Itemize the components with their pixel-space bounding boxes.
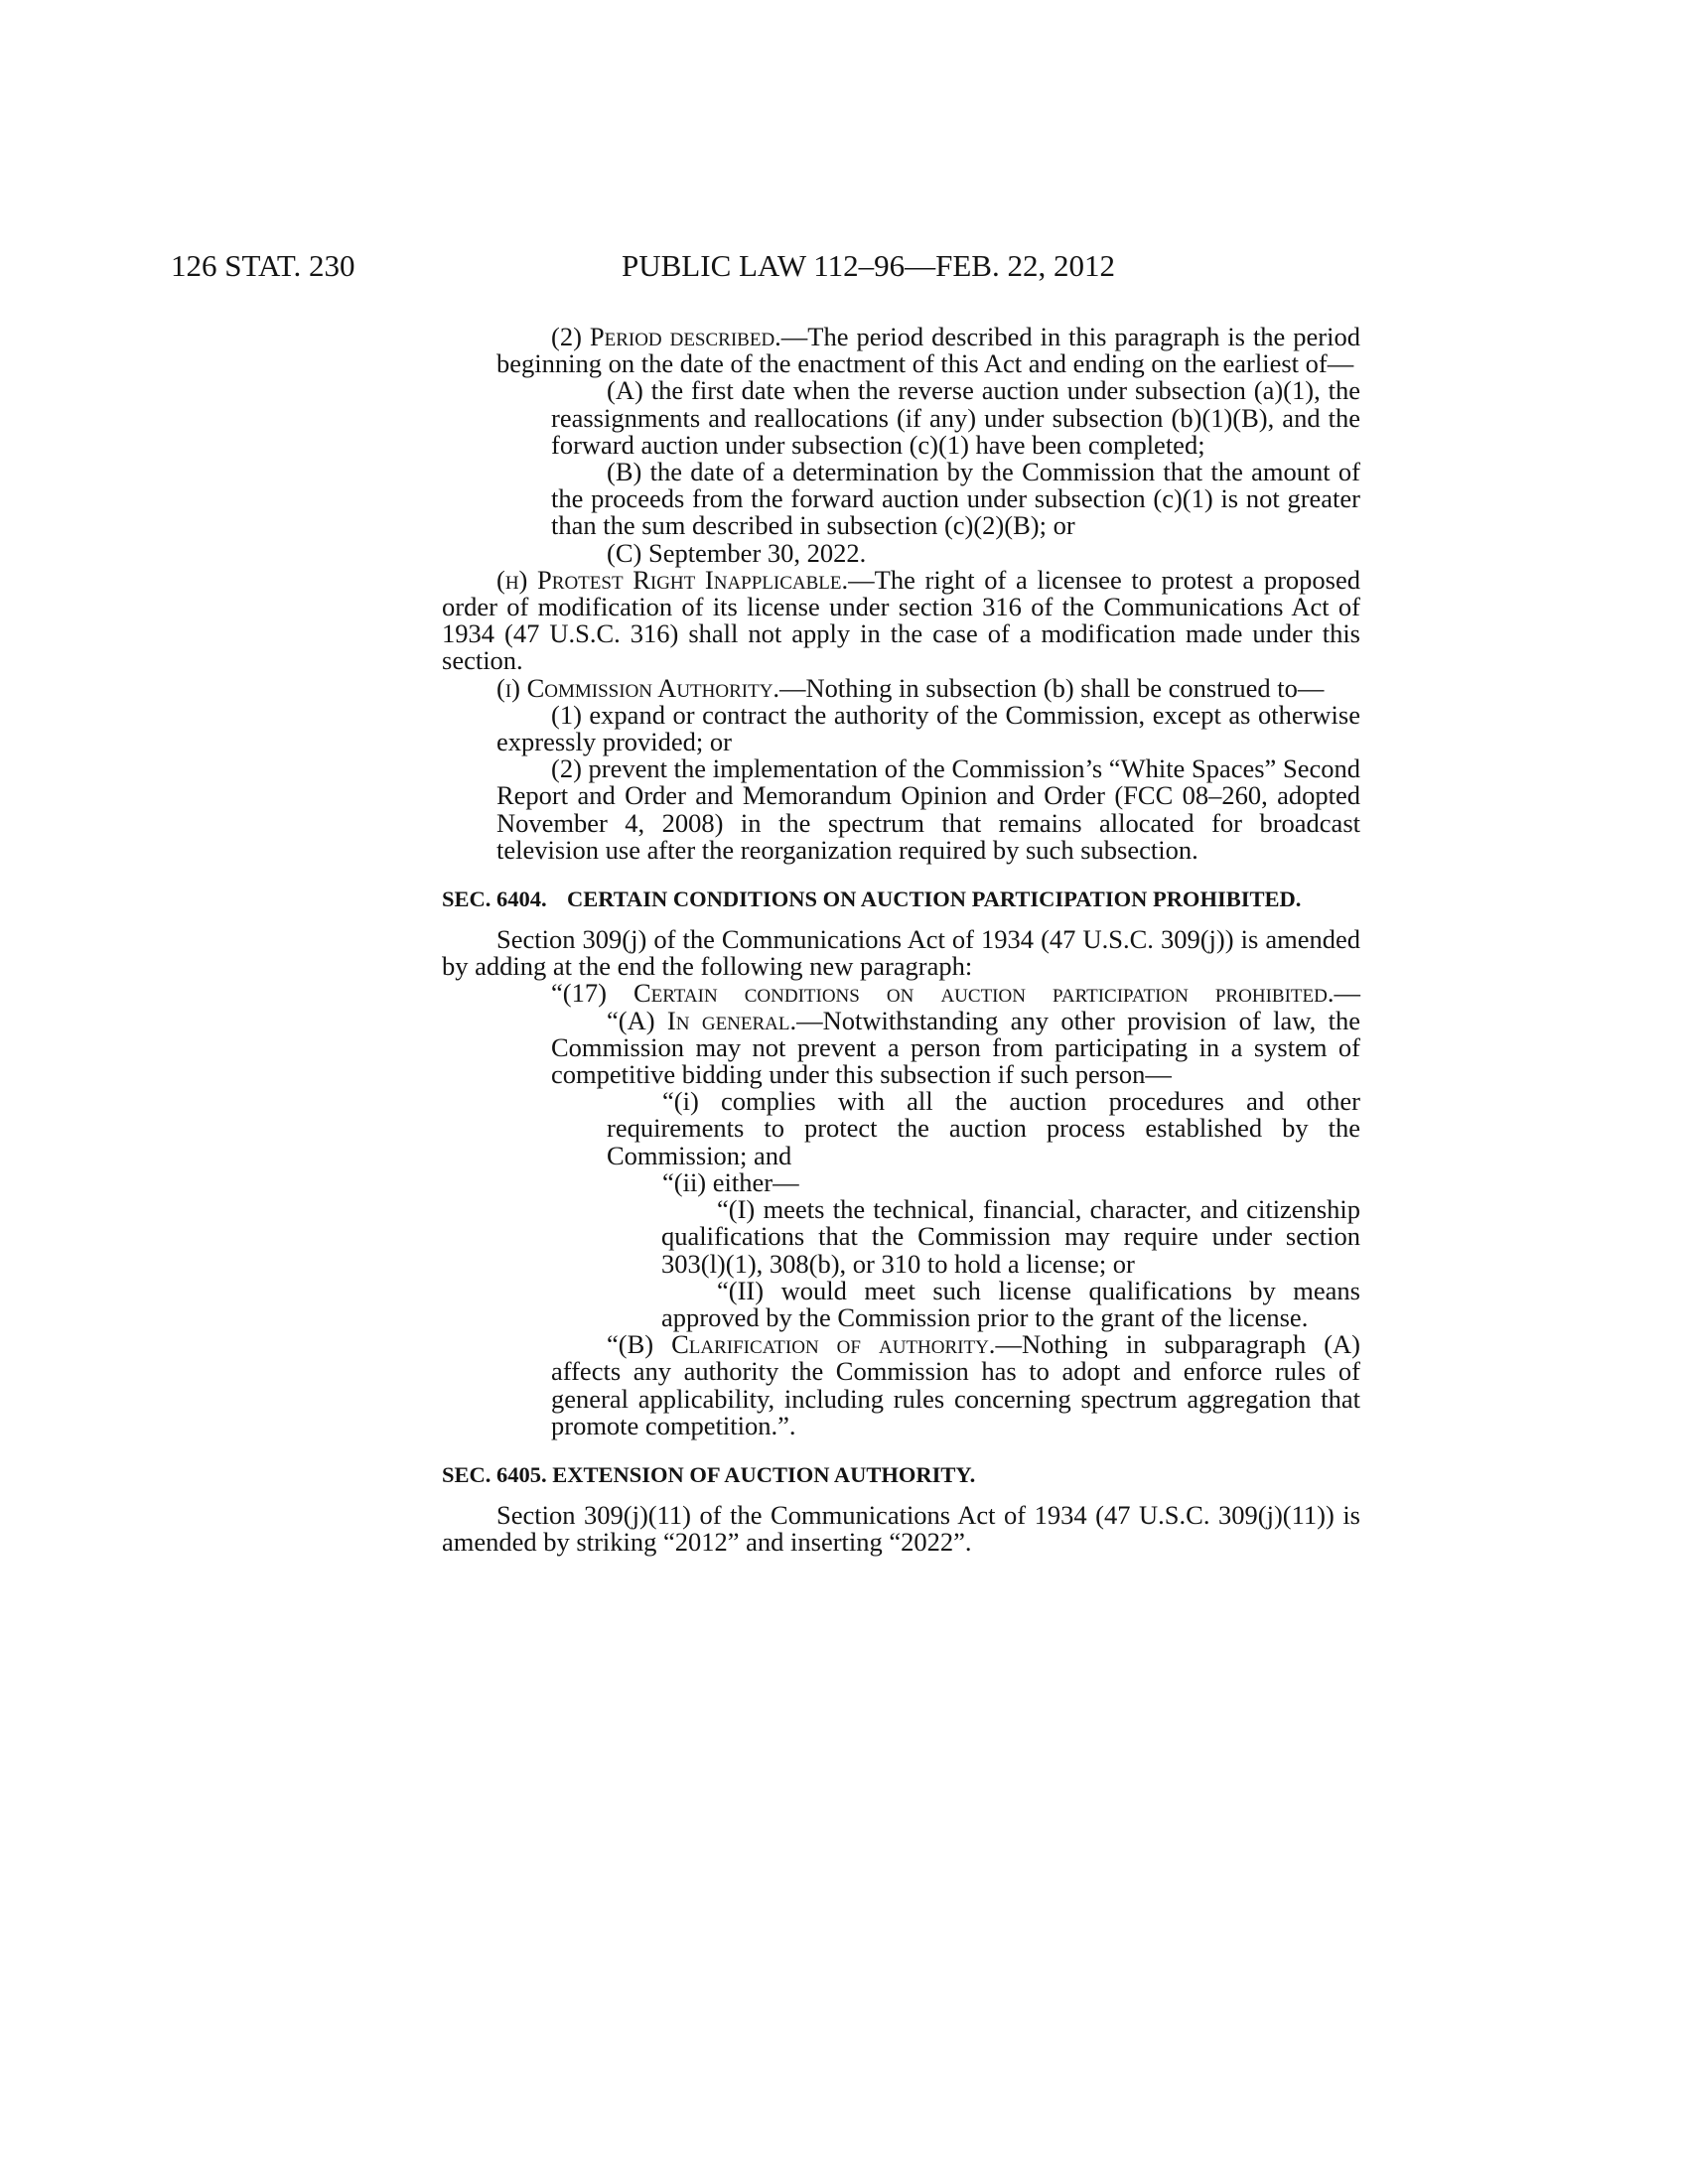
subparagraph-heading: “(A) In general.: [607, 1005, 797, 1035]
paragraph-text: —The period described in this paragraph is the period beginning on the date of the enactment of this Act and ending on the earliest of—: [496, 322, 1360, 379]
document-body: [442, 322, 1361, 1558]
subsection-heading: (h) Protest Right Inapplicable.: [496, 564, 849, 595]
subparagraph-a: [496, 1005, 1361, 1090]
section-6405-heading: SEC. 6405. EXTENSION OF AUCTION AUTHORITY.: [442, 1461, 976, 1487]
clause-g2-c: (C) September 30, 2022.: [607, 537, 867, 568]
subsection-h: [442, 564, 1360, 676]
paragraph-g2: [496, 324, 1360, 377]
public-law-citation: PUBLIC LAW 112–96—FEB. 22, 2012: [622, 248, 1115, 283]
clause-g2-a: (A) the first date when the reverse auction under subsection (a)(1), the reassignments and reallocations (if any) under subsection (b)(1)(B), and the forward auction under subsection (c)(1) have been completed;: [551, 375, 1360, 460]
clause-g2-b: (B) the date of a determination by the Commission that the amount of the proceeds from the forward auction under subsection (c)(1) is not greater than the sum described in subsection (c)(2)(B); or: [551, 457, 1360, 541]
subparagraph-text: —Nothing in subparagraph (A) affects any authority the Commission has to adopt and enforce rules of general applicability, including rules concerning spectrum aggregation that promote competition.”.: [551, 1329, 1360, 1440]
section-6404-heading: [442, 886, 1360, 912]
section-title: CERTAIN CONDITIONS ON AUCTION PARTICIPATION PROHIBITED.: [567, 887, 1302, 912]
paragraph-i2: (2) prevent the implementation of the Commission’s “White Spaces” Second Report and Order and Memorandum Opinion and Order (FCC 08–260, adopted November 4, 2008) in the spectrum that remains allocated for broadcast television use after the reorganization required by such subsection.: [496, 753, 1360, 865]
subparagraph-heading: “(B) Clarification of authority.: [607, 1329, 996, 1360]
paragraph-i1: (1) expand or contract the authority of the Commission, except as otherwise expressly provided; or: [496, 699, 1360, 757]
paragraph-heading: (2) Period described.: [551, 322, 781, 351]
subclause-a-ii-I: “(I) meets the technical, financial, character, and citizenship qualifications that the Commission may require under section 303(l)(1), 308(b), or 310 to hold a license; or: [661, 1194, 1360, 1279]
page-header: [0, 244, 1688, 288]
subsection-i: [442, 672, 1360, 703]
clause-a-ii: “(ii) either—: [662, 1166, 799, 1197]
section-number: SEC. 6404.: [442, 887, 547, 912]
subclause-a-ii-II: “(II) would meet such license qualifications by means approved by the Commission prior to the grant of the license.: [661, 1275, 1360, 1332]
section-6404-intro: Section 309(j) of the Communications Act of 1934 (47 U.S.C. 309(j)) is amended by adding at the end the following new paragraph:: [442, 924, 1360, 982]
subsection-text: —The right of a licensee to protest a proposed order of modification of its license under section 316 of the Communications Act of 1934 (47 U.S.C. 316) shall not apply in the case of a modification made under this section.: [442, 564, 1360, 676]
subparagraph-b: [496, 1331, 1360, 1439]
statute-page-citation: 126 STAT. 230: [171, 248, 355, 283]
subsection-text: —Nothing in subsection (b) shall be construed to—: [779, 672, 1325, 703]
section-6405-text: Section 309(j)(11) of the Communications Act of 1934 (47 U.S.C. 309(j)(11)) is amended by striking “2012” and inserting “2022”.: [442, 1499, 1360, 1558]
subsection-heading: (i) Commission Authority.: [496, 672, 780, 703]
subparagraph-text: —Notwithstanding any other provision of law, the Commission may not prevent a person from participating in a system of competitive bidding under this subsection if such person—: [551, 1005, 1361, 1090]
paragraph-17: “(17) Certain conditions on auction participation prohibited.—: [551, 978, 1360, 1009]
clause-a-i: “(i) complies with all the auction procedures and other requirements to protect the auction process established by the Commission; and: [607, 1086, 1360, 1170]
